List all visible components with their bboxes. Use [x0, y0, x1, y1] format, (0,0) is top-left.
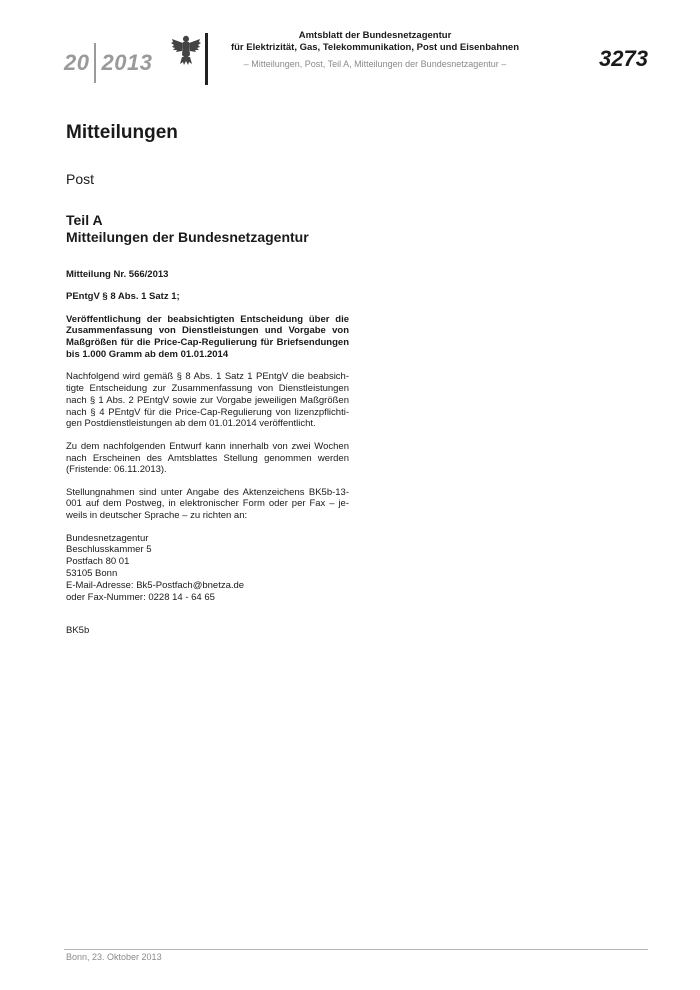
journal-title-line1: Amtsblatt der Bundesnetzagentur [298, 30, 452, 41]
address-line: 53105 Bonn [66, 567, 118, 579]
paragraph-2: Zu dem nachfolgenden Entwurf kann innerhalb von zwei Wochen nach Erscheinen des Amtsblattes Stellung genommen werden (Fristende: 06.11.2013). [66, 440, 349, 476]
part-heading [66, 212, 309, 246]
address-line: Postfach 80 01 [66, 556, 130, 568]
contact-address [66, 533, 349, 604]
law-reference: PEntgV § 8 Abs. 1 Satz 1; [66, 291, 180, 303]
signature: BK5b [66, 625, 90, 637]
journal-title [215, 30, 535, 54]
journal-title-line2: für Elektrizität, Gas, Telekommunikation, Post und Eisenbahnen [230, 42, 520, 53]
paragraph-3: Stellungnahmen sind unter Angabe des Aktenzeichens BK5b-13-001 auf dem Postweg, in elektronischer Form oder per Fax – je-weils in deutscher Sprache – zu richten an: [66, 486, 349, 522]
article-column [66, 269, 349, 648]
address-line: Bundesnetzagentur [66, 532, 149, 544]
email-line: E-Mail-Adresse: Bk5-Postfach@bnetza.de [66, 579, 245, 591]
issue-label [64, 44, 152, 82]
issue-separator [94, 43, 96, 83]
journal-subtitle: – Mitteilungen, Post, Teil A, Mitteilungen der Bundesnetzagentur – [243, 59, 507, 69]
page-number: 3273 [599, 46, 648, 71]
header-divider [205, 33, 208, 85]
issue-year: 2013 [101, 50, 153, 75]
footer-divider [64, 949, 648, 950]
section-subtitle: Post [66, 171, 95, 187]
part-title: Mitteilungen der Bundesnetzagentur [66, 229, 309, 245]
federal-eagle-icon [170, 33, 202, 67]
paragraph-1: Nachfolgend wird gemäß § 8 Abs. 1 Satz 1 PEntgV die beabsich-tigte Entscheidung zur Zusammenfassung von Dienstleistungen nach § 1 Abs. 2 PEntgV sowie zur Vorgabe jeweiligen Maßgrößen nach § 4 PEntgV für die Price-Cap-Regulierung von lizenzpflichti-gen Postdienstleistungen ab dem 01.01.2014 veröffentlicht. [66, 371, 349, 430]
issue-number: 20 [64, 50, 90, 75]
footer-date: Bonn, 23. Oktober 2013 [66, 952, 162, 962]
fax-line: oder Fax-Nummer: 0228 14 - 64 65 [66, 591, 215, 603]
article-headline: Veröffentlichung der beabsichtigten Entscheidung über die Zusammenfassung von Dienstleistungen und Vorgabe von Maßgrößen für die Price-Cap-Regulierung für Briefsendungen bis 1.000 Gramm ab dem 01.01.2014 [66, 313, 349, 360]
address-line: Beschlusskammer 5 [66, 544, 152, 556]
article-number: Mitteilung Nr. 566/2013 [66, 269, 169, 280]
part-label: Teil A [66, 212, 103, 228]
section-title: Mitteilungen [66, 122, 178, 143]
